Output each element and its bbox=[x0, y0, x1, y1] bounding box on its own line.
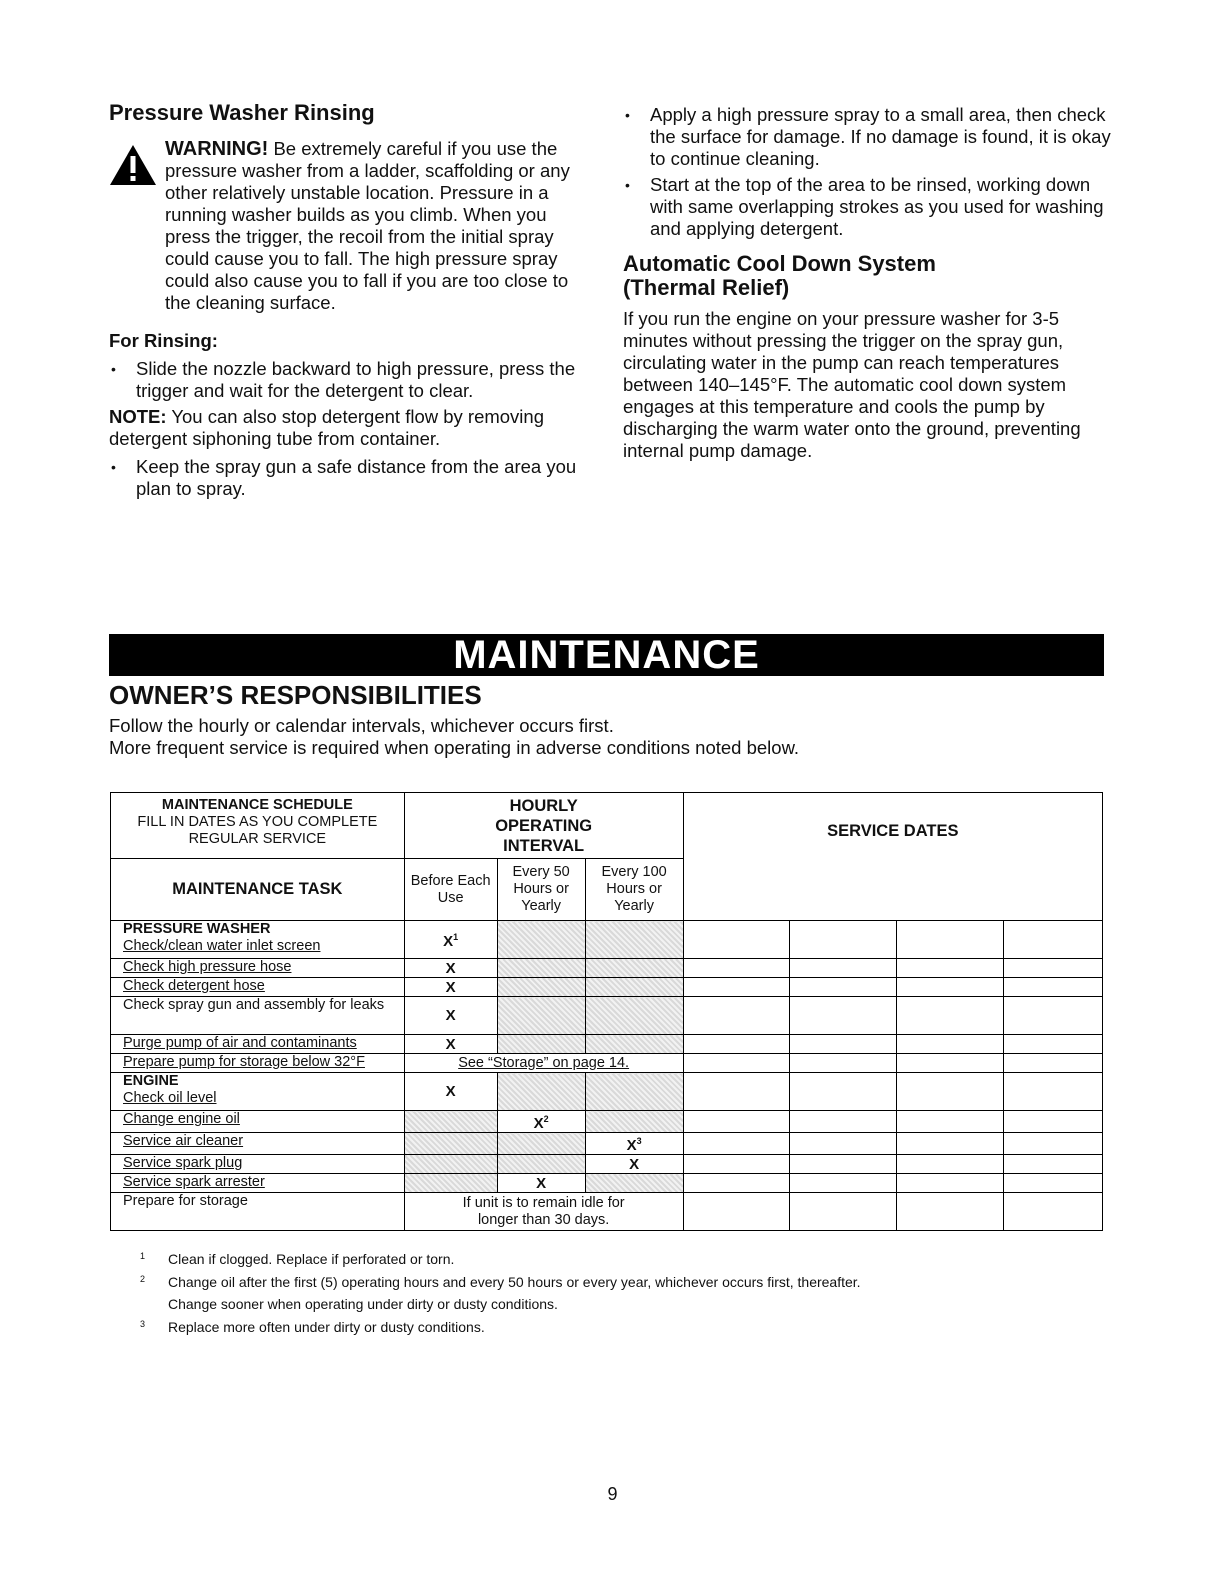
footnote-text: Clean if clogged. Replace if perforated or torn. bbox=[168, 1251, 455, 1267]
task-label: Change engine oil bbox=[111, 1111, 405, 1133]
date-cell[interactable] bbox=[1004, 978, 1103, 997]
date-cell[interactable] bbox=[897, 921, 1004, 959]
date-cell[interactable] bbox=[790, 1073, 897, 1111]
date-cell[interactable] bbox=[683, 1035, 790, 1054]
date-cell[interactable] bbox=[790, 921, 897, 959]
date-cell[interactable] bbox=[683, 997, 790, 1035]
date-cell[interactable] bbox=[897, 997, 1004, 1035]
schedule-header-line: FILL IN DATES AS YOU COMPLETE bbox=[137, 814, 378, 830]
task-header: MAINTENANCE TASK bbox=[111, 859, 405, 921]
date-cell[interactable] bbox=[790, 1193, 897, 1231]
task-label: Check detergent hose bbox=[111, 978, 405, 997]
task-label: Prepare for storage bbox=[111, 1193, 405, 1231]
shaded-cell bbox=[404, 1111, 497, 1133]
shaded-cell bbox=[585, 978, 683, 997]
date-cell[interactable] bbox=[1004, 1111, 1103, 1133]
cooldown-title-line2: (Thermal Relief) bbox=[623, 275, 790, 300]
note bbox=[109, 406, 589, 450]
footnote-number: 1 bbox=[140, 1251, 146, 1261]
date-cell[interactable] bbox=[1004, 959, 1103, 978]
mark: X bbox=[404, 959, 497, 978]
date-cell[interactable] bbox=[1004, 997, 1103, 1035]
rinsing-list-2 bbox=[109, 456, 589, 500]
shaded-cell bbox=[585, 1174, 683, 1193]
note-label: NOTE: bbox=[109, 406, 167, 427]
shaded-cell bbox=[585, 1073, 683, 1111]
date-cell[interactable] bbox=[897, 1035, 1004, 1054]
interval-header: HOURLY OPERATING INTERVAL bbox=[404, 793, 683, 859]
table-row bbox=[111, 1111, 1103, 1133]
shaded-cell bbox=[497, 921, 585, 959]
date-cell[interactable] bbox=[683, 921, 790, 959]
owner-intro bbox=[109, 715, 799, 759]
date-cell[interactable] bbox=[1004, 1073, 1103, 1111]
mark: X bbox=[404, 1073, 497, 1111]
warning-triangle-icon bbox=[109, 144, 157, 186]
footnote-ref: 1 bbox=[453, 932, 459, 942]
rinsing-bullet: • Keep the spray gun a safe distance from the area you plan to spray. bbox=[109, 456, 589, 500]
task-label: Purge pump of air and contaminants bbox=[111, 1035, 405, 1054]
warning-text: Be extremely careful if you use the pressure washer from a ladder, scaffolding or any other relatively unstable location. Pressure in a running washer builds as you climb. When you press the trigger, the recoil from the initial spray could cause you to fall. The high pressure spray could also cause you to fall if you are too close to the cleaning surface. bbox=[165, 138, 570, 313]
shaded-cell bbox=[585, 921, 683, 959]
date-cell[interactable] bbox=[1004, 1054, 1103, 1073]
warning-label: WARNING! bbox=[165, 138, 269, 160]
date-cell[interactable] bbox=[897, 1193, 1004, 1231]
group-label: PRESSURE WASHER bbox=[123, 921, 271, 937]
mark: X bbox=[497, 1174, 585, 1193]
mark: X bbox=[533, 1115, 544, 1132]
shaded-cell bbox=[497, 1035, 585, 1054]
date-cell[interactable] bbox=[897, 1073, 1004, 1111]
warning-block bbox=[109, 138, 589, 314]
footnote-number: 2 bbox=[140, 1273, 146, 1284]
date-cell[interactable] bbox=[790, 1035, 897, 1054]
spray-bullet: • Apply a high pressure spray to a small area, then check the surface for damage. If no damage is found, it is okay to continue cleaning. bbox=[623, 104, 1113, 170]
mark-cell bbox=[497, 1111, 585, 1133]
table-row bbox=[111, 978, 1103, 997]
shaded-cell bbox=[404, 1174, 497, 1193]
date-cell[interactable] bbox=[683, 1155, 790, 1174]
shaded-cell bbox=[497, 997, 585, 1035]
page-number: 9 bbox=[607, 1484, 618, 1504]
table-row bbox=[111, 921, 1103, 959]
table-row bbox=[111, 1174, 1103, 1193]
date-cell[interactable] bbox=[683, 1111, 790, 1133]
mark-cell bbox=[585, 1133, 683, 1155]
maintenance-schedule-table bbox=[110, 792, 1103, 1231]
date-cell[interactable] bbox=[790, 1133, 897, 1155]
shaded-cell bbox=[585, 1035, 683, 1054]
left-column bbox=[109, 100, 589, 504]
shaded-cell bbox=[497, 978, 585, 997]
owner-responsibilities-title: OWNER’S RESPONSIBILITIES bbox=[109, 680, 482, 710]
task-label: Service air cleaner bbox=[111, 1133, 405, 1155]
rinsing-title: Pressure Washer Rinsing bbox=[109, 100, 375, 125]
date-cell[interactable] bbox=[790, 1111, 897, 1133]
date-cell[interactable] bbox=[790, 1155, 897, 1174]
footnote-text: Change oil after the first (5) operating hours and every 50 hours or every year, whichever occurs first, thereafter. bbox=[168, 1273, 861, 1290]
date-cell[interactable] bbox=[1004, 921, 1103, 959]
rinsing-heading: For Rinsing: bbox=[109, 330, 218, 351]
task-label: Check/clean water inlet screen bbox=[123, 938, 321, 954]
service-dates-header: SERVICE DATES bbox=[683, 793, 1102, 921]
mark: X bbox=[404, 997, 497, 1035]
shaded-cell bbox=[585, 997, 683, 1035]
right-column bbox=[623, 104, 1113, 462]
task-label: Service spark plug bbox=[111, 1155, 405, 1174]
mark: X bbox=[443, 933, 454, 950]
date-cell[interactable] bbox=[790, 1054, 897, 1073]
task-label: Check high pressure hose bbox=[111, 959, 405, 978]
col-50-header: Every 50 Hours or Yearly bbox=[497, 859, 585, 921]
schedule-header-cell bbox=[111, 793, 405, 859]
task-label: Check spray gun and assembly for leaks bbox=[111, 997, 405, 1035]
intro-line: Follow the hourly or calendar intervals, whichever occurs first. bbox=[109, 715, 614, 736]
task-cell bbox=[111, 921, 405, 959]
table-row bbox=[111, 1073, 1103, 1111]
mark: X bbox=[626, 1137, 637, 1154]
date-cell[interactable] bbox=[897, 959, 1004, 978]
cooldown-body: If you run the engine on your pressure washer for 3-5 minutes without pressing the trigger on the spray gun, circulating water in the pump can reach temperatures between 140–145°F. The automatic cool down system engages at this temperature and cools the pump by discharging the warm water onto the ground, preventing internal pump damage. bbox=[623, 308, 1081, 461]
date-cell[interactable] bbox=[897, 1174, 1004, 1193]
mark-cell bbox=[404, 921, 497, 959]
footnotes bbox=[140, 1248, 861, 1338]
date-cell[interactable] bbox=[790, 1174, 897, 1193]
footnote-ref: 3 bbox=[636, 1136, 642, 1146]
date-cell[interactable] bbox=[683, 959, 790, 978]
date-cell[interactable] bbox=[1004, 1133, 1103, 1155]
date-cell[interactable] bbox=[1004, 1174, 1103, 1193]
date-cell[interactable] bbox=[1004, 1155, 1103, 1174]
storage-reference: See “Storage” on page 14. bbox=[404, 1054, 683, 1073]
table-row bbox=[111, 1193, 1103, 1231]
date-cell[interactable] bbox=[1004, 1035, 1103, 1054]
table-row bbox=[111, 997, 1103, 1035]
footnote-number: 3 bbox=[140, 1318, 146, 1329]
date-cell[interactable] bbox=[897, 1054, 1004, 1073]
spray-list bbox=[623, 104, 1113, 240]
shaded-cell bbox=[404, 1133, 497, 1155]
footnote bbox=[140, 1271, 861, 1294]
rinsing-bullet: • Slide the nozzle backward to high pressure, press the trigger and wait for the detergent to clear. bbox=[109, 358, 589, 402]
shaded-cell bbox=[497, 1073, 585, 1111]
col-100-header: Every 100 Hours or Yearly bbox=[585, 859, 683, 921]
shaded-cell bbox=[585, 1111, 683, 1133]
date-cell[interactable] bbox=[790, 997, 897, 1035]
table-row bbox=[111, 1133, 1103, 1155]
task-label: Check oil level bbox=[123, 1090, 217, 1106]
mark: X bbox=[404, 1035, 497, 1054]
task-label: Service spark arrester bbox=[111, 1174, 405, 1193]
date-cell[interactable] bbox=[1004, 1193, 1103, 1231]
note-text: You can also stop detergent flow by removing detergent siphoning tube from container. bbox=[109, 406, 544, 449]
table-row bbox=[111, 1155, 1103, 1174]
table-row bbox=[111, 1054, 1103, 1073]
date-cell[interactable] bbox=[683, 1174, 790, 1193]
footnote-text: Replace more often under dirty or dusty conditions. bbox=[168, 1318, 485, 1335]
cooldown-title-line1: Automatic Cool Down System bbox=[623, 251, 936, 276]
date-cell[interactable] bbox=[683, 1073, 790, 1111]
shaded-cell bbox=[497, 959, 585, 978]
idle-note: If unit is to remain idle for longer than 30 days. bbox=[404, 1193, 683, 1231]
shaded-cell bbox=[497, 1133, 585, 1155]
table-row bbox=[111, 959, 1103, 978]
task-cell bbox=[111, 1073, 405, 1111]
col-before-header: Before Each Use bbox=[404, 859, 497, 921]
date-cell[interactable] bbox=[683, 978, 790, 997]
footnote-ref: 2 bbox=[543, 1114, 549, 1124]
footnote bbox=[140, 1293, 861, 1316]
date-cell[interactable] bbox=[790, 959, 897, 978]
footnote bbox=[140, 1248, 861, 1271]
date-cell[interactable] bbox=[683, 1133, 790, 1155]
shaded-cell bbox=[497, 1155, 585, 1174]
schedule-header: MAINTENANCE SCHEDULE bbox=[161, 797, 353, 813]
rinsing-list bbox=[109, 358, 589, 402]
shaded-cell bbox=[404, 1155, 497, 1174]
date-cell[interactable] bbox=[683, 1193, 790, 1231]
date-cell[interactable] bbox=[897, 978, 1004, 997]
spray-bullet: • Start at the top of the area to be rinsed, working down with same overlapping strokes as you used for washing and applying detergent. bbox=[623, 174, 1113, 240]
task-label: Prepare pump for storage below 32°F bbox=[111, 1054, 405, 1073]
shaded-cell bbox=[585, 959, 683, 978]
mark: X bbox=[585, 1155, 683, 1174]
date-cell[interactable] bbox=[897, 1111, 1004, 1133]
footnote bbox=[140, 1316, 861, 1339]
table-row bbox=[111, 1035, 1103, 1054]
date-cell[interactable] bbox=[790, 978, 897, 997]
group-label: ENGINE bbox=[123, 1073, 179, 1089]
footnote-text: Change sooner when operating under dirty or dusty conditions. bbox=[168, 1296, 558, 1312]
intro-line: More frequent service is required when operating in adverse conditions noted below. bbox=[109, 737, 800, 758]
date-cell[interactable] bbox=[897, 1155, 1004, 1174]
date-cell[interactable] bbox=[897, 1133, 1004, 1155]
schedule-header-line: REGULAR SERVICE bbox=[188, 831, 327, 847]
maintenance-banner: MAINTENANCE bbox=[109, 634, 1104, 676]
mark: X bbox=[404, 978, 497, 997]
date-cell[interactable] bbox=[683, 1054, 790, 1073]
cooldown-title bbox=[623, 252, 1113, 300]
